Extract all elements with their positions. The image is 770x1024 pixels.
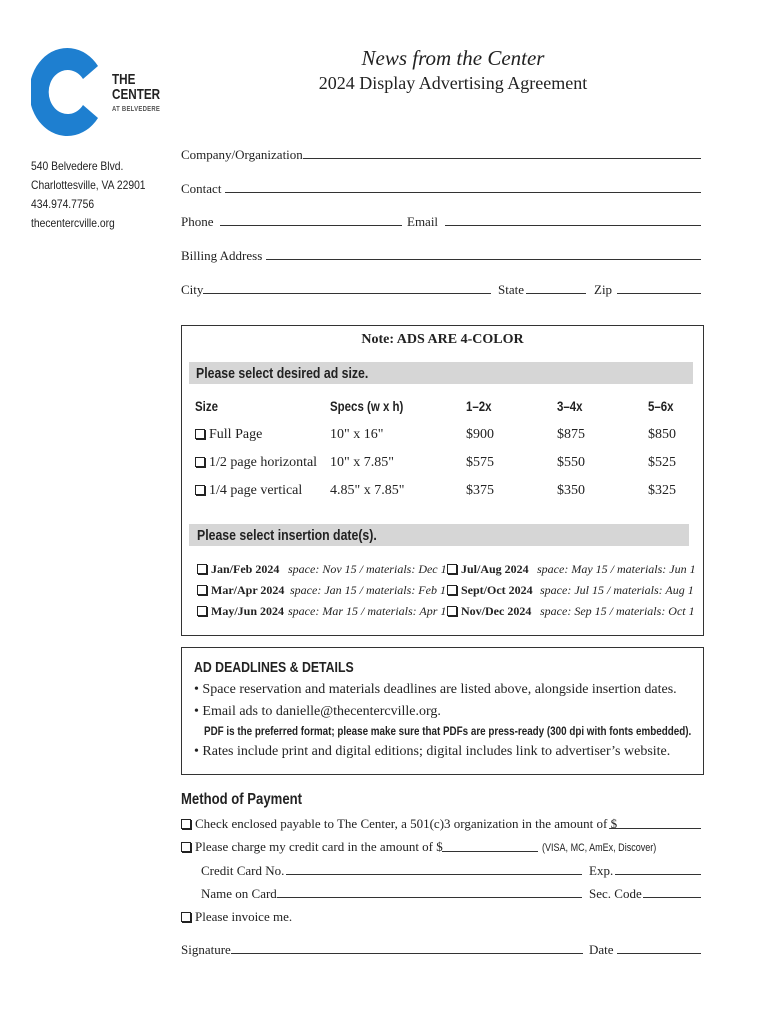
- billing-label: Billing Address: [181, 248, 263, 263]
- address-phone: 434.974.7756: [31, 197, 95, 211]
- city-field[interactable]: [203, 293, 491, 294]
- card-number-field[interactable]: [286, 874, 582, 875]
- name-on-card-label: Name on Card: [201, 886, 277, 901]
- price: $350: [557, 483, 585, 498]
- checkbox-icon[interactable]: [195, 429, 205, 439]
- date-option-septoct[interactable]: [447, 583, 533, 598]
- col-price-3-4x: 3–4x: [557, 398, 583, 414]
- checkbox-icon[interactable]: [181, 819, 191, 829]
- col-size: Size: [195, 398, 218, 414]
- check-amount-field[interactable]: [609, 828, 701, 829]
- logo-line2: CENTER: [112, 86, 161, 103]
- deadlines-bullet-3: • Rates include print and digital editions; digital includes link to advertiser’s website.: [194, 744, 671, 759]
- size-name: 1/4 page vertical: [209, 483, 303, 498]
- contact-field[interactable]: [225, 192, 701, 193]
- sec-code-field[interactable]: [643, 897, 701, 898]
- charge-option[interactable]: [181, 839, 443, 855]
- invoice-option[interactable]: [181, 909, 292, 925]
- size-spec: 10" x 16": [330, 427, 384, 442]
- city-label: City: [181, 282, 204, 297]
- pdf-note: PDF is the preferred format; please make sure that PDFs are press-ready (300 dpi with fonts embedded).: [204, 724, 692, 738]
- price: $850: [648, 427, 676, 442]
- date-option-janfeb[interactable]: [197, 562, 279, 577]
- state-field[interactable]: [526, 293, 586, 294]
- issue-name: Nov/Dec 2024: [461, 604, 532, 618]
- size-row-half[interactable]: [195, 455, 317, 471]
- checkbox-icon[interactable]: [447, 606, 457, 616]
- logo-wordmark: [112, 72, 160, 102]
- invoice-label: Please invoice me.: [195, 909, 293, 924]
- address-website: thecentercville.org: [31, 216, 115, 230]
- issue-name: Sept/Oct 2024: [461, 583, 533, 597]
- deadlines-heading: AD DEADLINES & DETAILS: [194, 659, 354, 676]
- checkbox-icon[interactable]: [181, 842, 191, 852]
- date-label: Date: [589, 942, 614, 957]
- date-heading: Please select insertion date(s).: [197, 527, 377, 544]
- size-spec: 4.85" x 7.85": [330, 483, 405, 498]
- sec-code-label: Sec. Code: [589, 886, 642, 901]
- issue-name: May/Jun 2024: [211, 604, 285, 618]
- phone-label: Phone: [181, 214, 214, 229]
- size-row-quarter[interactable]: [195, 483, 302, 499]
- org-address: [31, 157, 146, 233]
- check-option[interactable]: [181, 816, 617, 832]
- exp-field[interactable]: [615, 874, 701, 875]
- col-price-5-6x: 5–6x: [648, 398, 674, 414]
- company-field[interactable]: [303, 158, 701, 159]
- contact-label: Contact: [181, 181, 222, 196]
- issue-name: Jul/Aug 2024: [461, 562, 529, 576]
- date-option-novdec[interactable]: [447, 604, 531, 619]
- checkbox-icon[interactable]: [447, 585, 457, 595]
- deadlines-bullet-1: • Space reservation and materials deadlines are listed above, alongside insertion dates.: [194, 682, 677, 697]
- zip-label: Zip: [594, 282, 613, 297]
- size-spec: 10" x 7.85": [330, 455, 394, 470]
- zip-field[interactable]: [617, 293, 701, 294]
- issue-deadline: space: May 15 / materials: Jun 1: [537, 562, 696, 576]
- payment-heading: Method of Payment: [181, 791, 303, 808]
- checkbox-icon[interactable]: [197, 585, 207, 595]
- checkbox-icon[interactable]: [195, 457, 205, 467]
- logo-line1: THE: [112, 71, 136, 88]
- logo-subtitle: AT BELVEDERE: [112, 106, 161, 113]
- page-subtitle: 2024 Display Advertising Agreement: [318, 73, 588, 93]
- deadlines-bullet-2: • Email ads to danielle@thecentercville.org.: [194, 704, 441, 719]
- price: $525: [648, 455, 676, 470]
- price: $325: [648, 483, 676, 498]
- email-field[interactable]: [445, 225, 701, 226]
- company-label: Company/Organization: [181, 147, 303, 162]
- checkbox-icon[interactable]: [447, 564, 457, 574]
- price: $550: [557, 455, 585, 470]
- center-logo-icon: [31, 46, 107, 138]
- col-price-1-2x: 1–2x: [466, 398, 492, 414]
- checkbox-icon[interactable]: [181, 912, 191, 922]
- price: $900: [466, 427, 494, 442]
- issue-name: Mar/Apr 2024: [211, 583, 285, 597]
- date-option-marapr[interactable]: [197, 583, 284, 598]
- checkbox-icon[interactable]: [195, 485, 205, 495]
- date-field[interactable]: [617, 953, 701, 954]
- issue-deadline: space: Sep 15 / materials: Oct 1: [540, 604, 695, 618]
- name-on-card-field[interactable]: [277, 897, 582, 898]
- price: $875: [557, 427, 585, 442]
- issue-deadline: space: Jan 15 / materials: Feb 1: [290, 583, 446, 597]
- size-name: Full Page: [209, 427, 263, 442]
- col-specs: Specs (w x h): [330, 398, 404, 414]
- size-heading: Please select desired ad size.: [196, 365, 369, 382]
- exp-label: Exp.: [589, 863, 614, 878]
- price: $375: [466, 483, 494, 498]
- check-label: Check enclosed payable to The Center, a 501(c)3 organization in the amount of $: [195, 816, 618, 831]
- issue-name: Jan/Feb 2024: [211, 562, 280, 576]
- date-option-julaug[interactable]: [447, 562, 529, 577]
- issue-deadline: space: Nov 15 / materials: Dec 1: [288, 562, 447, 576]
- address-city: Charlottesville, VA 22901: [31, 178, 146, 192]
- date-option-mayjun[interactable]: [197, 604, 284, 619]
- charge-amount-field[interactable]: [442, 851, 538, 852]
- address-street: 540 Belvedere Blvd.: [31, 159, 124, 173]
- signature-label: Signature: [181, 942, 231, 957]
- checkbox-icon[interactable]: [197, 564, 207, 574]
- card-types: (VISA, MC, AmEx, Discover): [542, 842, 657, 854]
- billing-field[interactable]: [266, 259, 701, 260]
- size-name: 1/2 page horizontal: [209, 455, 318, 470]
- size-row-full[interactable]: [195, 427, 262, 443]
- state-label: State: [498, 282, 524, 297]
- price: $575: [466, 455, 494, 470]
- issue-deadline: space: Mar 15 / materials: Apr 1: [288, 604, 447, 618]
- issue-deadline: space: Jul 15 / materials: Aug 1: [540, 583, 694, 597]
- charge-label: Please charge my credit card in the amount of $: [195, 839, 443, 854]
- phone-field[interactable]: [220, 225, 402, 226]
- card-number-label: Credit Card No.: [201, 863, 285, 878]
- email-label: Email: [407, 214, 439, 229]
- signature-field[interactable]: [231, 953, 583, 954]
- page-title: News from the Center: [361, 46, 545, 70]
- color-note: Note: ADS ARE 4-COLOR: [361, 332, 524, 347]
- checkbox-icon[interactable]: [197, 606, 207, 616]
